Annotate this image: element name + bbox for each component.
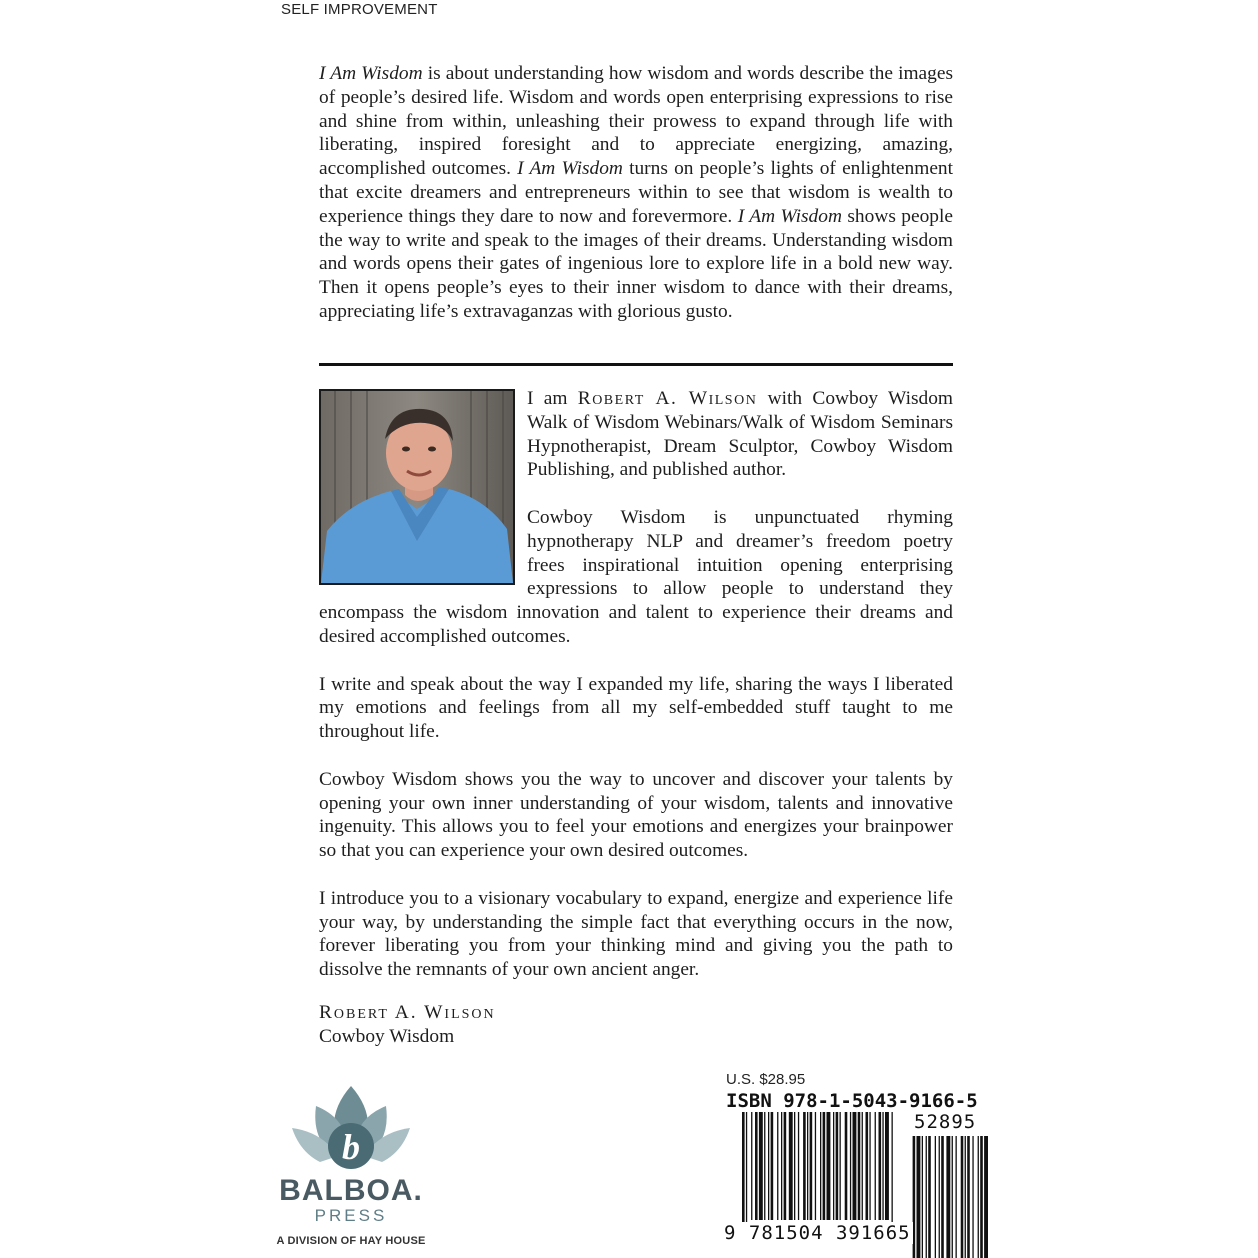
barcode-bar	[833, 1112, 834, 1220]
barcode-bar	[768, 1112, 769, 1220]
barcode-addon-bar	[984, 1136, 988, 1258]
book-description	[319, 62, 953, 324]
barcode-bar	[746, 1112, 747, 1230]
barcode-addon-bar	[926, 1136, 927, 1258]
barcode-bar	[815, 1112, 816, 1220]
barcode-bar	[789, 1112, 793, 1220]
barcode-bar	[882, 1112, 883, 1220]
barcode-bar	[875, 1112, 876, 1220]
author-photo	[319, 389, 515, 585]
barcode-addon-bar	[928, 1136, 931, 1258]
barcode-bar	[798, 1112, 799, 1220]
barcode-bar	[781, 1112, 782, 1220]
barcode-bar	[751, 1112, 752, 1220]
signature-org: Cowboy Wisdom	[319, 1026, 455, 1047]
publisher-sub: PRESS	[314, 1206, 388, 1225]
barcode-bar	[823, 1112, 826, 1220]
barcode-bar	[759, 1112, 763, 1220]
barcode-addon-bar	[961, 1136, 964, 1258]
barcode-addon-bar	[935, 1136, 936, 1258]
book-title: I Am Wisdom	[319, 63, 423, 84]
publisher-logo	[276, 1082, 426, 1252]
bio-intro-rest: with Cowboy Wisdom Walk of Wisdom Webinars/Walk of Wisdom Seminars Hypnotherapist, Dream Sculptor, Cowboy Wisdom Publishing, and published author.	[527, 388, 953, 481]
barcode-bar	[892, 1112, 893, 1230]
barcode-bar	[862, 1112, 863, 1220]
barcode-addon-bar	[941, 1136, 944, 1258]
barcode-bar	[827, 1112, 831, 1220]
book-title: I Am Wisdom	[737, 205, 842, 227]
bio-intro-prefix: I am	[527, 388, 578, 409]
barcode-bar	[771, 1112, 774, 1220]
publisher-division: A DIVISION OF HAY HOUSE	[276, 1235, 426, 1247]
barcode-addon-bar	[952, 1136, 953, 1258]
barcode-addon-bar	[978, 1136, 979, 1258]
barcode-addon-bar	[980, 1136, 983, 1258]
price: U.S. $28.95	[726, 1071, 806, 1088]
barcode-addon-bar	[956, 1136, 957, 1258]
barcode-bar	[836, 1112, 839, 1220]
barcode-bar	[879, 1112, 882, 1220]
barcode-addon-bar	[913, 1136, 916, 1258]
barcode-addon-bar	[967, 1136, 970, 1258]
barcode-bar	[794, 1112, 795, 1220]
book-title: I Am Wisdom	[517, 158, 623, 180]
description-text: is about understanding how wisdom and words describe the images of people’s desired life. Wisdom and words open enterprising expressions to rise and shine from within, unleashing their prowess to expand through life with liberating, inspired foresight and to appreciate energizing, amazing, accomplished outcomes.	[319, 63, 953, 180]
author-bio	[319, 387, 953, 1006]
bio-paragraph: Cowboy Wisdom is unpunctuated rhyming hypnotherapy NLP and dreamer’s freedom poetry frees inspirational intuition opening enterprising expressions to allow people to understand they encompass the wisdom innovation and talent to experience their dreams and desired accomplished outcomes.	[319, 506, 953, 647]
barcode-bar	[784, 1112, 787, 1220]
divider	[319, 363, 953, 366]
barcode-bar	[866, 1112, 869, 1220]
isbn: ISBN 978-1-5043-9166-5	[726, 1090, 978, 1112]
bio-paragraph: I write and speak about the way I expanded my life, sharing the ways I liberated my emotions and feelings from all my self-embedded stuff taught to me throughout life.	[319, 673, 953, 743]
signature-name: Robert A. Wilson	[319, 1002, 496, 1023]
barcode-bar	[845, 1112, 848, 1220]
barcode-bar	[764, 1112, 765, 1220]
description-text: turns on people’s lights of enlightenment that excite dreamers and entrepreneurs within to see that wisdom is wealth to experience things they dare to now and forevermore.	[319, 158, 954, 227]
barcode-addon-bar	[972, 1136, 973, 1258]
barcode-bar	[850, 1112, 851, 1220]
author-name: Robert A. Wilson	[577, 388, 758, 409]
logo-letter: b	[342, 1127, 360, 1167]
barcode-bar	[803, 1112, 806, 1220]
barcode-bar	[807, 1112, 808, 1220]
barcode-bar	[885, 1112, 889, 1220]
barcode-addon-bar	[965, 1136, 966, 1258]
barcode-bar	[853, 1112, 857, 1220]
category-label: SELF IMPROVEMENT	[281, 1, 438, 18]
barcode-bar	[840, 1112, 841, 1220]
barcode-bar	[858, 1112, 861, 1220]
barcode-bar	[742, 1112, 745, 1230]
bio-paragraph: I introduce you to a visionary vocabulary to expand, energize and experience life your way, by understanding the simple fact that everything occurs in the now, forever liberating you from your thinking mind and giving you the path to dissolve the remnants of your own ancient anger.	[319, 887, 953, 981]
barcode-number: 9 781504 391665	[724, 1222, 911, 1244]
barcode-bar	[755, 1112, 758, 1220]
barcode-addon-bar	[946, 1136, 950, 1258]
barcode-bar	[820, 1112, 821, 1220]
publisher-brand: BALBOA.	[279, 1174, 423, 1207]
bio-paragraph: Cowboy Wisdom shows you the way to uncover and discover your talents by opening your own inner understanding of your wisdom, talents and innovative ingenuity. This allows you to feel your emotions and energizes your brainpower so that you can experience your own desired outcomes.	[319, 768, 953, 862]
signature	[319, 1001, 496, 1049]
lotus-icon	[276, 1082, 426, 1174]
barcode-addon-number: 52895	[914, 1111, 977, 1133]
barcode-bar	[810, 1112, 813, 1220]
description-text: shows people the way to write and speak to the images of their dreams. Understanding wisdom and words opens their gates of ingenious lore to explore life in a bold new way. Then it opens people’s eyes to their inner wisdom to dance with their dreams, appreciating life’s extravaganzas with glorious gusto.	[319, 205, 953, 322]
barcode-addon-bar	[939, 1136, 940, 1258]
barcode-addon-bar	[922, 1136, 923, 1258]
barcode-bar	[869, 1112, 870, 1220]
barcode-addon-bar	[917, 1136, 921, 1258]
barcode-bar	[777, 1112, 778, 1220]
